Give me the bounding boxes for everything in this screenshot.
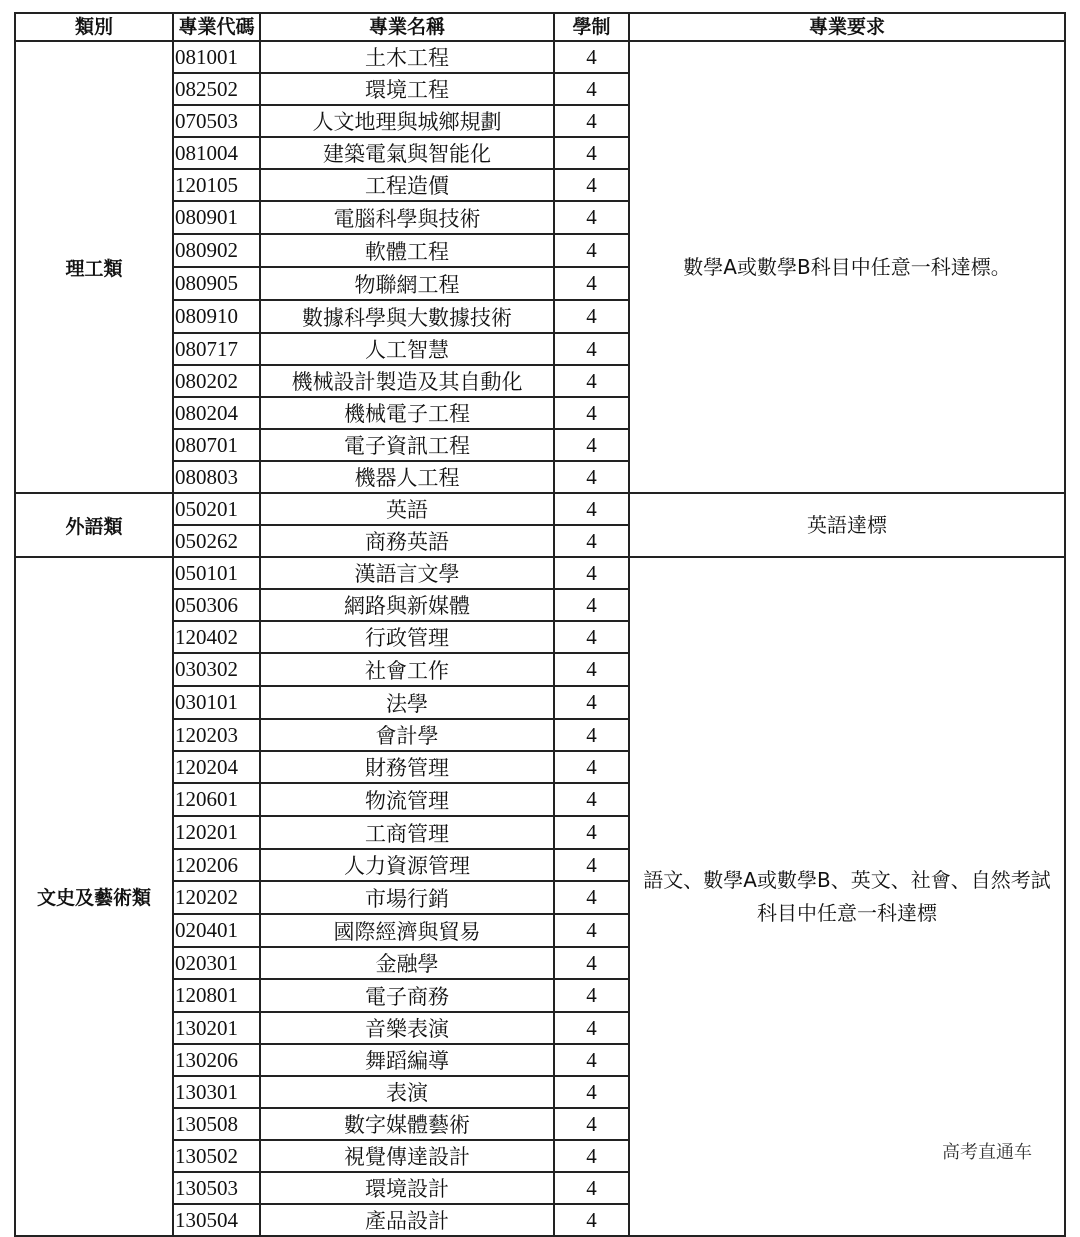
code-cell: 050306 xyxy=(173,589,260,621)
header-requirement: 專業要求 xyxy=(629,13,1065,41)
name-cell: 機械設計製造及其自動化 xyxy=(260,365,554,397)
code-cell: 120206 xyxy=(173,849,260,881)
name-cell: 物流管理 xyxy=(260,783,554,816)
code-cell: 120202 xyxy=(173,881,260,914)
name-cell: 電腦科學與技術 xyxy=(260,201,554,234)
years-cell: 4 xyxy=(554,1108,629,1140)
header-row xyxy=(15,13,1065,41)
years-cell: 4 xyxy=(554,1012,629,1044)
name-cell: 社會工作 xyxy=(260,653,554,686)
years-cell: 4 xyxy=(554,234,629,267)
years-cell: 4 xyxy=(554,105,629,137)
years-cell: 4 xyxy=(554,1140,629,1172)
name-cell: 軟體工程 xyxy=(260,234,554,267)
code-cell: 120601 xyxy=(173,783,260,816)
name-cell: 會計學 xyxy=(260,719,554,751)
name-cell: 漢語言文學 xyxy=(260,557,554,589)
table-row xyxy=(15,557,1065,589)
code-cell: 130508 xyxy=(173,1108,260,1140)
code-cell: 120204 xyxy=(173,751,260,783)
name-cell: 工商管理 xyxy=(260,816,554,849)
code-cell: 080202 xyxy=(173,365,260,397)
years-cell: 4 xyxy=(554,653,629,686)
code-cell: 050101 xyxy=(173,557,260,589)
name-cell: 人力資源管理 xyxy=(260,849,554,881)
years-cell: 4 xyxy=(554,41,629,73)
years-cell: 4 xyxy=(554,1204,629,1236)
code-cell: 120201 xyxy=(173,816,260,849)
name-cell: 法學 xyxy=(260,686,554,719)
table-row xyxy=(15,41,1065,73)
years-cell: 4 xyxy=(554,621,629,653)
requirement-cell: 數學A或數學B科目中任意一科達標。 xyxy=(629,41,1065,493)
name-cell: 電子資訊工程 xyxy=(260,429,554,461)
years-cell: 4 xyxy=(554,267,629,300)
name-cell: 機械電子工程 xyxy=(260,397,554,429)
years-cell: 4 xyxy=(554,300,629,333)
code-cell: 030302 xyxy=(173,653,260,686)
requirement-cell: 英語達標 xyxy=(629,493,1065,557)
name-cell: 財務管理 xyxy=(260,751,554,783)
years-cell: 4 xyxy=(554,881,629,914)
majors-table xyxy=(14,12,1066,1237)
code-cell: 082502 xyxy=(173,73,260,105)
code-cell: 130206 xyxy=(173,1044,260,1076)
years-cell: 4 xyxy=(554,914,629,947)
watermark: 高考直通车 xyxy=(942,1142,1032,1163)
name-cell: 音樂表演 xyxy=(260,1012,554,1044)
years-cell: 4 xyxy=(554,783,629,816)
code-cell: 050262 xyxy=(173,525,260,557)
name-cell: 商務英語 xyxy=(260,525,554,557)
years-cell: 4 xyxy=(554,1044,629,1076)
years-cell: 4 xyxy=(554,979,629,1012)
name-cell: 行政管理 xyxy=(260,621,554,653)
name-cell: 金融學 xyxy=(260,947,554,979)
code-cell: 080901 xyxy=(173,201,260,234)
name-cell: 環境設計 xyxy=(260,1172,554,1204)
code-cell: 070503 xyxy=(173,105,260,137)
years-cell: 4 xyxy=(554,333,629,365)
code-cell: 120801 xyxy=(173,979,260,1012)
years-cell: 4 xyxy=(554,947,629,979)
years-cell: 4 xyxy=(554,816,629,849)
category-cell: 理工類 xyxy=(15,41,173,493)
name-cell: 數據科學與大數據技術 xyxy=(260,300,554,333)
code-cell: 080910 xyxy=(173,300,260,333)
category-cell: 文史及藝術類 xyxy=(15,557,173,1236)
code-cell: 020301 xyxy=(173,947,260,979)
code-cell: 080204 xyxy=(173,397,260,429)
name-cell: 舞蹈編導 xyxy=(260,1044,554,1076)
code-cell: 050201 xyxy=(173,493,260,525)
years-cell: 4 xyxy=(554,397,629,429)
years-cell: 4 xyxy=(554,1076,629,1108)
code-cell: 080905 xyxy=(173,267,260,300)
code-cell: 130504 xyxy=(173,1204,260,1236)
code-cell: 120203 xyxy=(173,719,260,751)
years-cell: 4 xyxy=(554,73,629,105)
years-cell: 4 xyxy=(554,589,629,621)
code-cell: 120402 xyxy=(173,621,260,653)
code-cell: 080902 xyxy=(173,234,260,267)
years-cell: 4 xyxy=(554,525,629,557)
category-cell: 外語類 xyxy=(15,493,173,557)
name-cell: 產品設計 xyxy=(260,1204,554,1236)
requirement-cell: 語文、數學A或數學B、英文、社會、自然考試科目中任意一科達標 xyxy=(629,557,1065,1236)
years-cell: 4 xyxy=(554,849,629,881)
code-cell: 030101 xyxy=(173,686,260,719)
code-cell: 081001 xyxy=(173,41,260,73)
years-cell: 4 xyxy=(554,751,629,783)
name-cell: 物聯網工程 xyxy=(260,267,554,300)
name-cell: 工程造價 xyxy=(260,169,554,201)
code-cell: 081004 xyxy=(173,137,260,169)
name-cell: 建築電氣與智能化 xyxy=(260,137,554,169)
name-cell: 環境工程 xyxy=(260,73,554,105)
name-cell: 市場行銷 xyxy=(260,881,554,914)
years-cell: 4 xyxy=(554,429,629,461)
years-cell: 4 xyxy=(554,461,629,493)
name-cell: 視覺傳達設計 xyxy=(260,1140,554,1172)
years-cell: 4 xyxy=(554,686,629,719)
years-cell: 4 xyxy=(554,719,629,751)
code-cell: 130503 xyxy=(173,1172,260,1204)
header-code: 專業代碼 xyxy=(173,13,260,41)
years-cell: 4 xyxy=(554,493,629,525)
code-cell: 130301 xyxy=(173,1076,260,1108)
header-name: 專業名稱 xyxy=(260,13,554,41)
years-cell: 4 xyxy=(554,169,629,201)
name-cell: 英語 xyxy=(260,493,554,525)
code-cell: 120105 xyxy=(173,169,260,201)
code-cell: 080717 xyxy=(173,333,260,365)
name-cell: 表演 xyxy=(260,1076,554,1108)
name-cell: 數字媒體藝術 xyxy=(260,1108,554,1140)
code-cell: 130502 xyxy=(173,1140,260,1172)
header-category: 類別 xyxy=(15,13,173,41)
name-cell: 網路與新媒體 xyxy=(260,589,554,621)
name-cell: 土木工程 xyxy=(260,41,554,73)
code-cell: 080701 xyxy=(173,429,260,461)
header-years: 學制 xyxy=(554,13,629,41)
years-cell: 4 xyxy=(554,201,629,234)
code-cell: 080803 xyxy=(173,461,260,493)
name-cell: 機器人工程 xyxy=(260,461,554,493)
name-cell: 國際經濟與貿易 xyxy=(260,914,554,947)
code-cell: 130201 xyxy=(173,1012,260,1044)
name-cell: 人工智慧 xyxy=(260,333,554,365)
years-cell: 4 xyxy=(554,557,629,589)
name-cell: 電子商務 xyxy=(260,979,554,1012)
years-cell: 4 xyxy=(554,1172,629,1204)
years-cell: 4 xyxy=(554,137,629,169)
years-cell: 4 xyxy=(554,365,629,397)
table-row xyxy=(15,493,1065,525)
name-cell: 人文地理與城鄉規劃 xyxy=(260,105,554,137)
code-cell: 020401 xyxy=(173,914,260,947)
